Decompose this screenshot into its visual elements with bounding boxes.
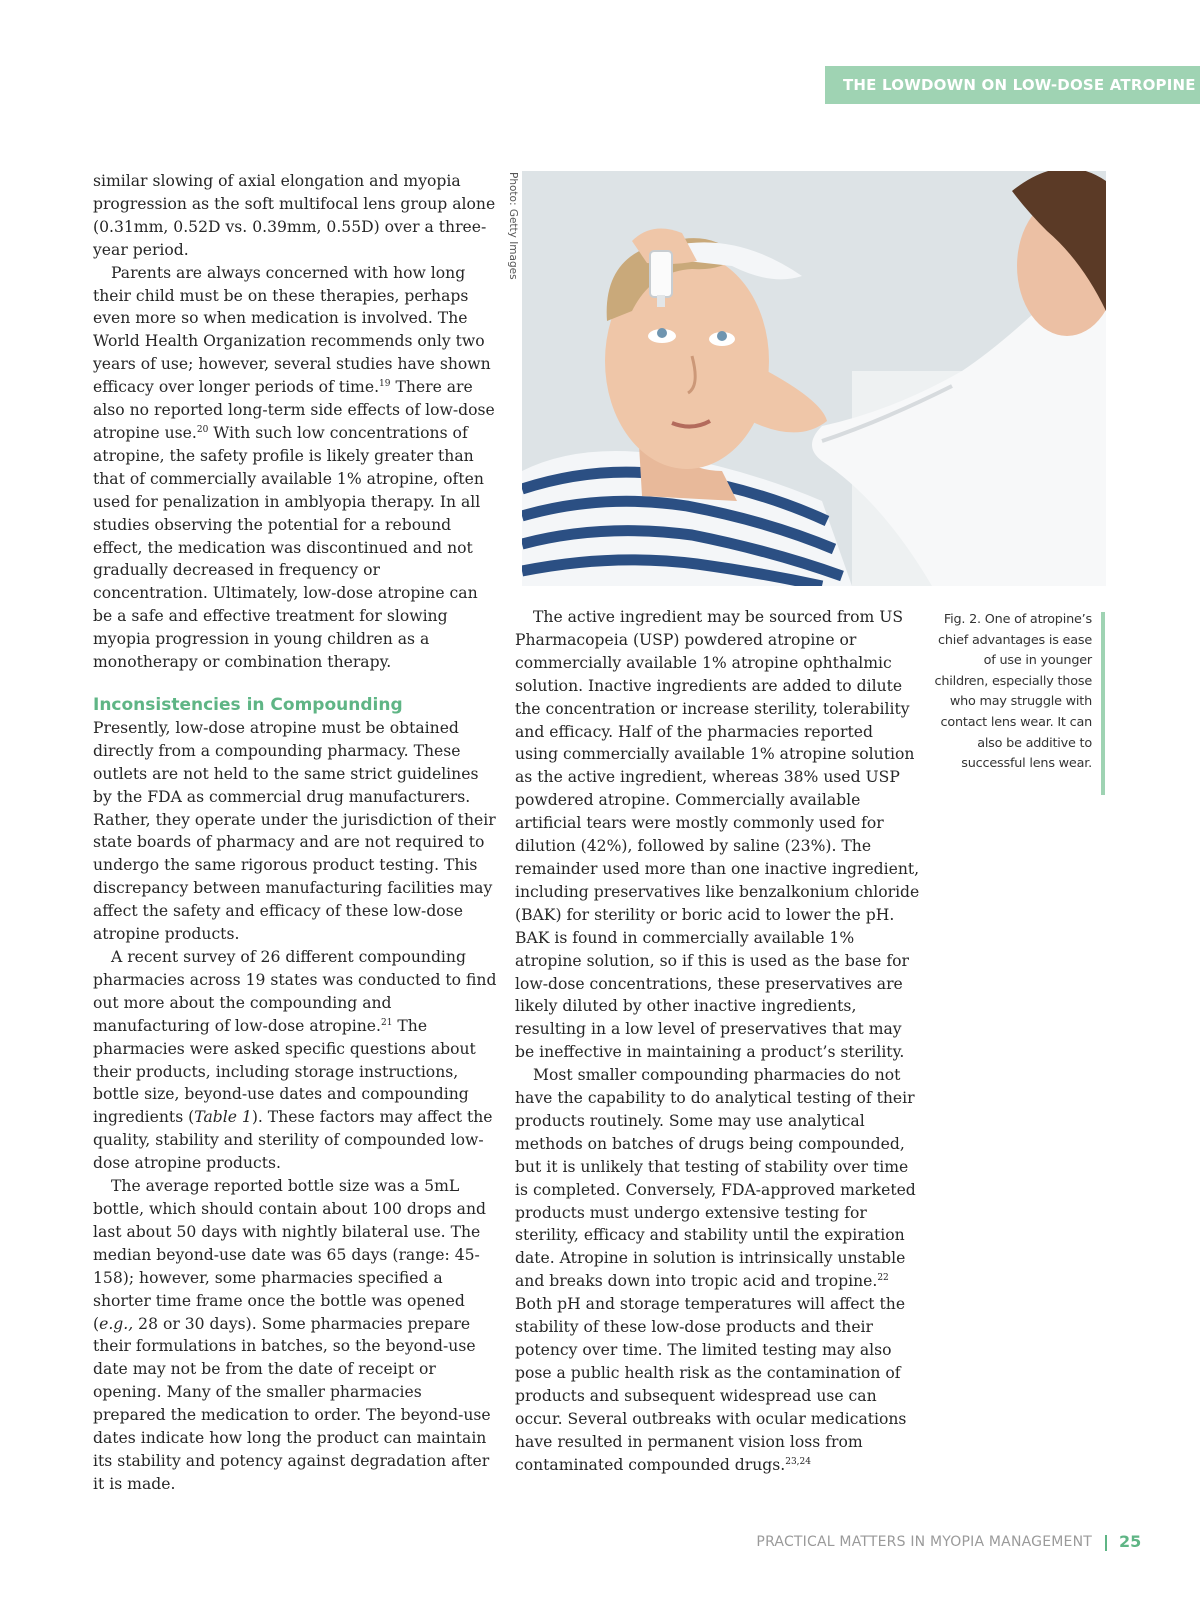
paragraph: The active ingredient may be sourced from US Pharmacopeia (USP) powdered atropine or commercially available 1% atropine ophthalmic solution. Inactive ingredients are added to dilute the concentration or increase sterility, tolerability and efficacy. Half of the pharmacies reported using commercially available 1% atropine solution as the active ingredient, whereas 38% used USP powdered atropine. Commercially available artificial tears were mostly commonly used for dilution (42%), followed by saline (23%). The remainder used more than one inactive ingredient, including preservatives like benzalkonium chloride (BAK) for sterility or boric acid to lower the pH. BAK is found in commercially available 1% atropine solution, so if this is used as the base for low-dose concentrations, these preservatives are likely diluted by other inactive ingredients, resulting in a low level of preservatives that may be ineffective in maintaining a product’s sterility.	[515, 608, 920, 1062]
photo-illustration	[522, 171, 1106, 586]
reference-marker: 22	[877, 1273, 889, 1284]
table-reference: Table 1	[194, 1108, 252, 1127]
section-header-tab	[825, 66, 1200, 104]
left-text-column	[93, 170, 498, 1496]
page-number: 25	[1119, 1532, 1142, 1551]
paragraph: Parents are always concerned with how long their child must be on these therapies, perhaps even more so when medication is involved. The World Health Organization recommends only two years of use; however, several studies have shown efficacy over longer periods of time.$^{19}$ There are also no reported long-term side effects of low-dose atropine use.$^{20}$ With such low concentrations of atropine, the safety profile is likely greater than that of commercially available 1% atropine, often used for penalization in amblyopia therapy. In all studies observing the potential for a rebound effect, the medication was discontinued and not gradually decreased in frequency or concentration. Ultimately, low-dose atropine can be a safe and effective treatment for slowing myopia progression in young children as a monotherapy or combination therapy.	[93, 263, 495, 672]
reference-marker: 19	[379, 378, 391, 389]
section-title: THE LOWDOWN ON LOW-DOSE ATROPINE	[843, 76, 1196, 94]
paragraph: The average reported bottle size was a 5mL bottle, which should contain about 100 drops and last about 50 days with nightly bilateral use. The median beyond-use date was 65 days (range: 45-158); however, some pharmacies specified a shorter time frame once the bottle was opened (e.g., 28 or 30 days). Some pharmacies prepare their formulations in batches, so the beyond-use date may not be from the date of receipt or opening. Many of the smaller pharmacies prepared the medication to order. The beyond-use dates indicate how long the product can maintain its stability and potency against degradation after it is made.	[93, 1177, 491, 1493]
paragraph: similar slowing of axial elongation and myopia progression as the soft multifocal lens group alone (0.31mm, 0.52D vs. 0.39mm, 0.55D) over a three-year period.	[93, 172, 496, 259]
reference-marker: 23,24	[785, 1456, 811, 1467]
figure-photo	[522, 171, 1106, 586]
middle-text-column	[515, 606, 920, 1476]
paragraph: Presently, low-dose atropine must be obtained directly from a compounding pharmacy. These outlets are not held to the same strict guidelines by the FDA as commercial drug manufacturers. Rather, they operate under the jurisdiction of their state boards of pharmacy and are not required to undergo the same rigorous product testing. This discrepancy between manufacturing facilities may affect the safety and efficacy of these low-dose atropine products.	[93, 718, 496, 944]
photo-credit: Photo: Getty Images	[507, 172, 519, 280]
section-heading: Inconsistencies in Compounding	[93, 694, 403, 715]
paragraph: Most smaller compounding pharmacies do not have the capability to do analytical testing of their products routinely. Some may use analytical methods on batches of drugs being compounded, but it is unlikely that testing of stability over time is completed. Conversely, FDA-approved marketed products must undergo extensive testing for sterility, efficacy and stability until the expiration date. Atropine in solution is intrinsically unstable and breaks down into tropic acid and tropine.$^{22}$ Both pH and storage temperatures will affect the stability of these low-dose products and their potency over time. The limited testing may also pose a public health risk as the contamination of products and subsequent widespread use can occur. Several outbreaks with ocular medications have resulted in permanent vision loss from contaminated compounded drugs.$^{23,24}$	[515, 1066, 916, 1474]
figure-caption: Fig. 2. One of atropine’s chief advantages is ease of use in younger children, especially those who may struggle with contact lens wear. It can also be additive to successful lens wear.	[934, 612, 1092, 772]
reference-marker: 21	[380, 1017, 393, 1028]
paragraph: A recent survey of 26 different compounding pharmacies across 19 states was conducted to find out more about the compounding and manufacturing of low-dose atropine.$^{21}$ The pharmacies were asked specific questions about their products, including storage instructions, bottle size, beyond-use dates and compounding ingredients (Table 1). These factors may affect the quality, stability and sterility of compounded low-dose atropine products.	[93, 948, 497, 1173]
footer-divider	[1105, 1535, 1107, 1551]
footer-publication-title: PRACTICAL MATTERS IN MYOPIA MANAGEMENT	[756, 1534, 1092, 1550]
reference-marker: 20	[196, 424, 209, 435]
caption-accent-bar	[1101, 612, 1105, 795]
